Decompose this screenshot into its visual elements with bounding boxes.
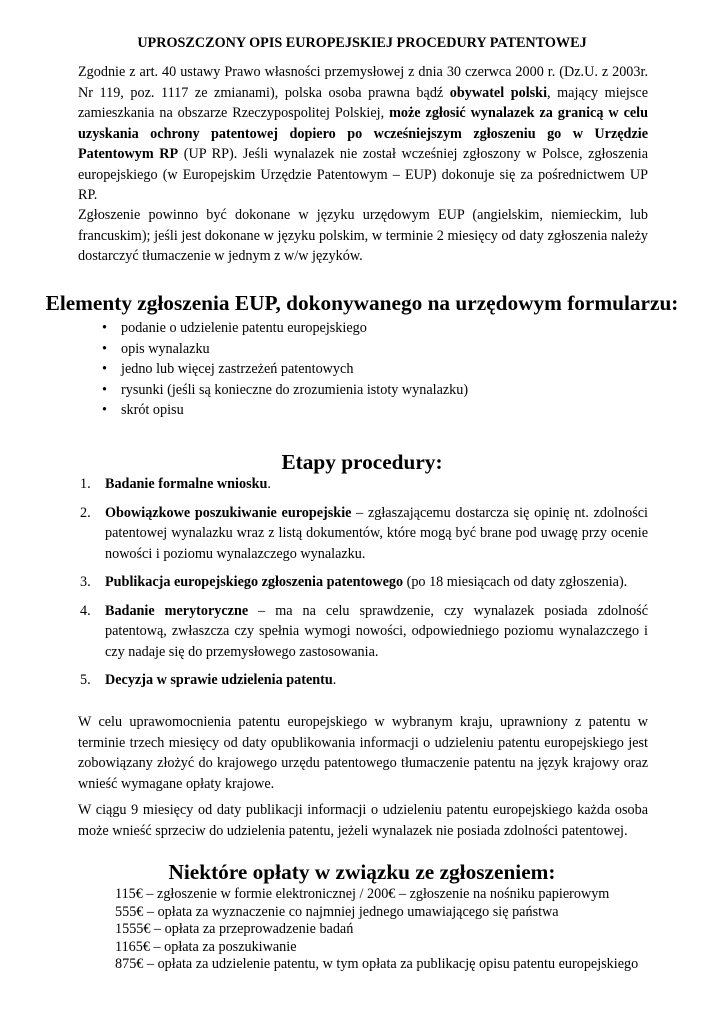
intro-text-c: , mający miejsce zamieszkania na obszarze Rzeczypospolitej Polskiej, xyxy=(78,84,648,121)
list-item xyxy=(78,601,648,663)
list-item-text: rysunki (jeśli są konieczne do zrozumienia istoty wynalazku) xyxy=(121,381,469,398)
fee-item: 1555€ – opłata za przeprowadzenie badań xyxy=(115,921,354,937)
step-text: . xyxy=(332,672,337,688)
step-title: Badanie merytoryczne xyxy=(105,602,249,619)
intro-bold-rule: może zgłosić wynalazek za granicą w celu uzyskania ochrony patentowej dopiero po wcześniejszym zgłoszeniu go w Urzędzie Patentowym RP xyxy=(78,105,648,162)
bullet-icon: • xyxy=(102,361,107,377)
fees-heading: Niektóre opłaty w związku ze zgłoszeniem: xyxy=(168,860,556,884)
step-title: Decyzja w sprawie udzielenia patentu xyxy=(105,672,333,688)
step-number: 1. xyxy=(80,476,91,492)
intro-paragraph-1 xyxy=(78,62,648,206)
step-title: Publikacja europejskiego zgłoszenia patentowego xyxy=(105,574,404,590)
list-item xyxy=(78,339,648,360)
step-text: (po 18 miesiącach od daty zgłoszenia). xyxy=(403,574,628,590)
list-item xyxy=(78,318,648,339)
list-item-text: skrót opisu xyxy=(121,402,184,418)
list-item xyxy=(78,474,648,495)
bullet-icon: • xyxy=(102,402,107,418)
step-text: – zgłaszającemu dostarcza się opinię nt. zdolności patentowej wynalazku wraz z listą dokumentów, które mogą być brane pod uwagę przy ocenie nowości i poziomu wynalazczego wynalazku. xyxy=(105,504,648,562)
step-title: Badanie formalne wniosku xyxy=(105,476,268,492)
fee-item: 115€ – zgłoszenie w formie elektronicznej / 200€ – zgłoszenie na nośniku papierowym xyxy=(115,886,610,902)
step-title: Obowiązkowe poszukiwanie europejskie xyxy=(105,504,352,521)
list-item xyxy=(78,670,648,691)
fee-item: 1165€ – opłata za poszukiwanie xyxy=(115,938,297,955)
validation-paragraph: W celu uprawomocnienia patentu europejskiego w wybranym kraju, uprawniony z patentu w terminie trzech miesięcy od daty opublikowania informacji o udzieleniu patentu europejskiego jest zobowiązany złożyć do krajowego urzędu patentowego tłumaczenie patentu na język krajowy oraz wnieść wymagane opłaty krajowe. xyxy=(78,714,648,792)
step-number: 4. xyxy=(80,602,91,619)
list-item-text: opis wynalazku xyxy=(121,340,210,357)
intro-bold-citizen: obywatel polski xyxy=(449,84,548,101)
stages-heading: Etapy procedury: xyxy=(281,450,443,474)
document-title: UPROSZCZONY OPIS EUROPEJSKIEJ PROCEDURY PATENTOWEJ xyxy=(137,35,587,51)
bullet-icon: • xyxy=(102,340,107,357)
list-item xyxy=(78,380,648,401)
intro-text-a: Zgodnie z art. 40 ustawy Prawo własności przemysłowej z dnia 30 czerwca 2000 r. (Dz.U. z 2003r. Nr 119, poz. 1117 ze zmianami), polska osoba prawna bądź xyxy=(78,64,648,101)
list-item-text: podanie o udzielenie patentu europejskiego xyxy=(121,320,367,336)
fee-item: 875€ – opłata za udzielenie patentu, w tym opłata za publikację opisu patentu europejskiego xyxy=(115,956,639,972)
stages-list xyxy=(78,474,648,699)
list-item xyxy=(78,572,648,593)
step-text: – ma na celu sprawdzenie, czy wynalazek posiada zdolność patentową, zwłaszcza czy spełnia wymogi nowości, odpowiedniego poziomu wynalazczego i czy nadaje się do przemysłowego zastosowania. xyxy=(105,602,648,660)
fees-list xyxy=(115,886,648,974)
step-number: 3. xyxy=(80,574,91,590)
step-number: 5. xyxy=(80,672,91,688)
list-item xyxy=(78,503,648,565)
bullet-icon: • xyxy=(102,381,107,398)
bullet-icon: • xyxy=(102,320,107,336)
elements-list xyxy=(78,318,648,421)
list-item-text: jedno lub więcej zastrzeżeń patentowych xyxy=(121,361,354,377)
step-number: 2. xyxy=(80,504,91,521)
intro-paragraph-2: Zgłoszenie powinno być dokonane w języku urzędowym EUP (angielskim, niemieckim, lub francuskim); jeśli jest dokonane w języku polskim, w terminie 2 miesięcy od daty zgłoszenia należy dostarczyć tłumaczenie w jednym z w/w języków. xyxy=(78,207,648,264)
fee-item: 555€ – opłata za wyznaczenie co najmniej jednego umawiającego się państwa xyxy=(115,903,559,920)
opposition-paragraph: W ciągu 9 miesięcy od daty publikacji informacji o udzieleniu patentu europejskiego każda osoba może wnieść sprzeciw do udzielenia patentu, jeżeli wynalazek nie posiada zdolności patentowej. xyxy=(78,802,648,839)
intro-text-e: (UP RP). Jeśli wynalazek nie został wcześniej zgłoszony w Polsce, zgłoszenia europejskiego (w Europejskim Urzędzie Patentowym – EUP) dokonuje się za pośrednictwem UP RP. xyxy=(78,146,649,203)
step-text: . xyxy=(267,476,271,492)
list-item xyxy=(78,400,648,421)
list-item xyxy=(78,359,648,380)
elements-heading: Elementy zgłoszenia EUP, dokonywanego na urzędowym formularzu: xyxy=(45,291,679,315)
